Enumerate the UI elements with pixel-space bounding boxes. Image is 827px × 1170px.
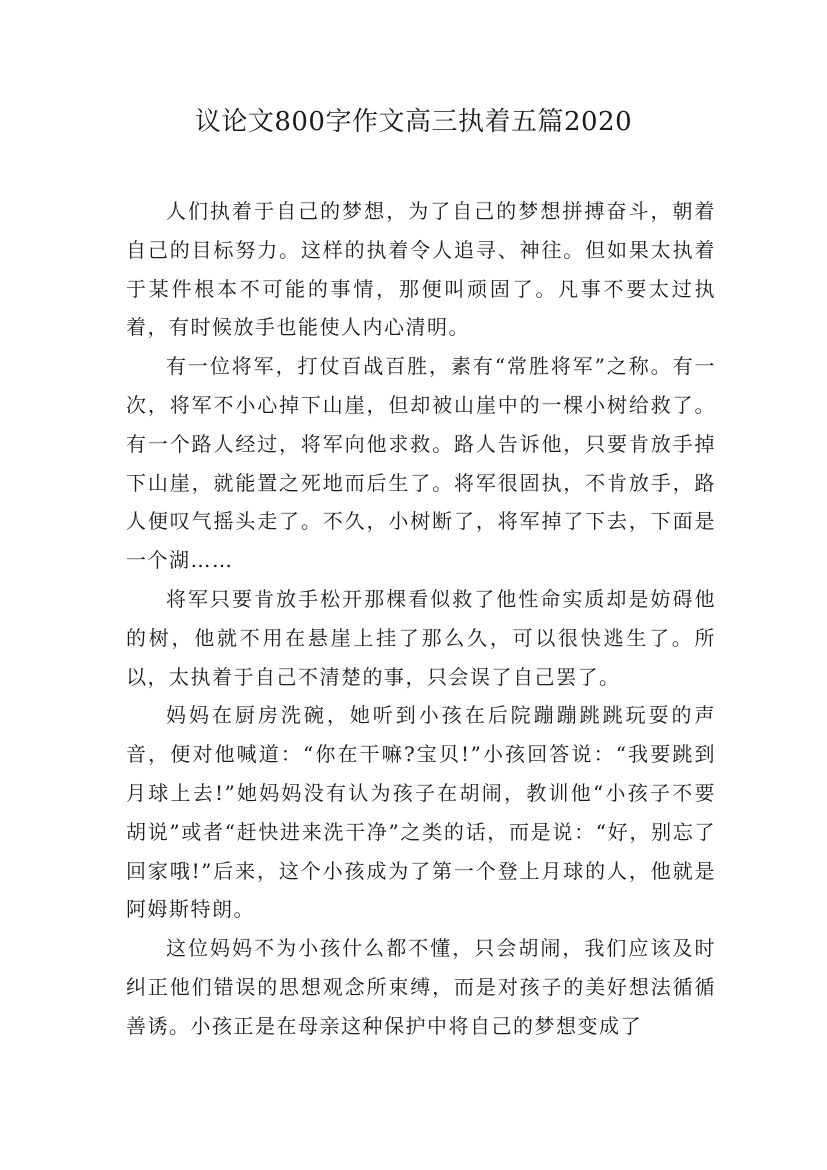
document-title: 议论文800字作文高三执着五篇2020 bbox=[194, 107, 633, 137]
paragraph-4: 妈妈在厨房洗碗，她听到小孩在后院蹦蹦跳跳玩耍的声音，便对他喊道：“你在干嘛?宝贝!”小孩回答说：“我要跳到月球上去!”她妈妈没有认为孩子在胡闹，教训他“小孩子不要胡说”或者“赶快进来洗干净”之类的话，而是说：“好，别忘了回家哦!”后来，这个小孩成为了第一个登上月球的人，他就是阿姆斯特朗。 bbox=[126, 703, 716, 922]
paragraph-5: 这位妈妈不为小孩什么都不懂，只会胡闹，我们应该及时纠正他们错误的思想观念所束缚，而是对孩子的美好想法循循善诱。小孩正是在母亲这种保护中将自己的梦想变成了 bbox=[126, 936, 716, 1038]
paragraph-2: 有一位将军，打仗百战百胜，素有“常胜将军”之称。有一次，将军不小心掉下山崖，但却被山崖中的一棵小树给救了。有一个路人经过，将军向他求救。路人告诉他，只要肯放手掉下山崖，就能置之死地而后生了。将军很固执，不肯放手，路人便叹气摇头走了。不久，小树断了，将军掉了下去，下面是一个湖…… bbox=[126, 354, 716, 573]
paragraph-3: 将军只要肯放手松开那棵看似救了他性命实质却是妨碍他的树，他就不用在悬崖上挂了那么久，可以很快逃生了。所以，太执着于自己不清楚的事，只会误了自己罢了。 bbox=[126, 586, 716, 689]
document-body bbox=[126, 192, 716, 1046]
paragraph-1: 人们执着于自己的梦想，为了自己的梦想拼搏奋斗，朝着自己的目标努力。这样的执着令人追寻、神往。但如果太执着于某件根本不可能的事情，那便叫顽固了。凡事不要太过执着，有时候放手也能使人内心清明。 bbox=[126, 199, 716, 340]
